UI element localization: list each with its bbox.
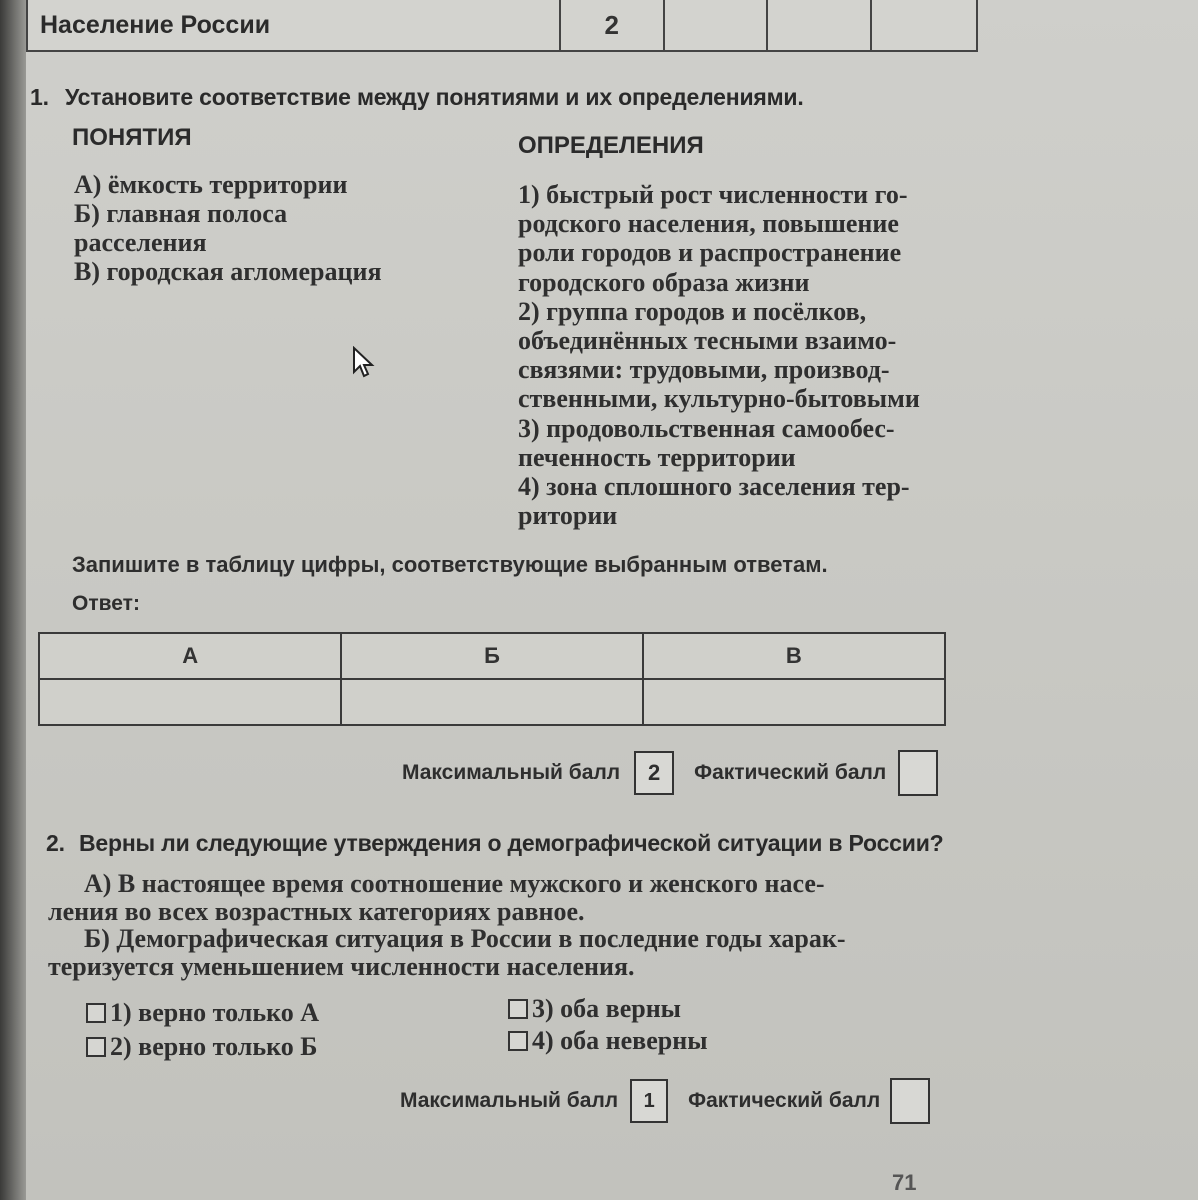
answer-cell-b[interactable]	[341, 679, 642, 725]
option-4[interactable]	[508, 1026, 708, 1056]
statement-line: А) В настоящее время соотношение мужского и женского насе-	[84, 869, 825, 898]
score-cell	[872, 0, 976, 50]
definition-line: ственными, культурно-бытовыми	[518, 384, 920, 414]
actual-score-box[interactable]	[890, 1078, 930, 1124]
score-cell	[768, 0, 872, 50]
answer-col-v-header: В	[643, 633, 945, 679]
statement-line: ления во всех возрастных категориях равное.	[48, 896, 585, 926]
max-score-box: 2	[634, 751, 674, 795]
section-score-table	[26, 0, 978, 52]
concept-line: расселения	[74, 228, 207, 257]
q2-score-row	[400, 1078, 930, 1124]
statement-line: Б) Демографическая ситуация в России в последние годы харак-	[84, 924, 846, 953]
question-1-title	[30, 84, 804, 111]
answer-label: Ответ:	[72, 592, 140, 615]
actual-score-label: Фактический балл	[688, 1089, 881, 1112]
option-label: 1) верно только А	[110, 998, 320, 1027]
max-score-box: 1	[630, 1079, 668, 1123]
section-max-score: 2	[561, 0, 665, 50]
answer-col-a-header: А	[39, 633, 341, 679]
definitions-list	[518, 180, 966, 530]
option-2[interactable]	[86, 1032, 317, 1062]
max-score-label: Максимальный балл	[400, 1089, 619, 1112]
concept-line: Б) главная полоса	[74, 199, 288, 228]
definition-line: роли городов и распространение	[518, 238, 902, 268]
option-label: 4) оба неверны	[532, 1026, 708, 1055]
checkbox[interactable]	[508, 999, 528, 1019]
concept-line: В) городская агломерация	[74, 257, 382, 286]
definition-line: 3) продовольственная самообес-	[518, 413, 895, 443]
question-text: Верны ли следующие утверждения о демографической ситуации в России?	[79, 830, 944, 856]
concept-line: А) ёмкость территории	[74, 170, 348, 199]
question-text: Установите соответствие между понятиями и их определениями.	[65, 84, 804, 110]
definition-line: городского образа жизни	[518, 267, 810, 297]
question-2-title	[46, 830, 944, 857]
answer-table	[38, 632, 946, 726]
definition-line: печенность территории	[518, 442, 796, 472]
definitions-header: ОПРЕДЕЛЕНИЯ	[518, 132, 704, 159]
actual-score-box[interactable]	[898, 750, 938, 796]
page-edge	[0, 0, 26, 1200]
option-label: 3) оба верны	[532, 994, 681, 1023]
concepts-list	[74, 170, 454, 286]
definition-line: 4) зона сплошного заселения тер-	[518, 472, 910, 502]
checkbox[interactable]	[86, 1037, 106, 1057]
definition-line: связями: трудовыми, производ-	[518, 355, 890, 385]
definition-line: родского населения, повышение	[518, 209, 899, 239]
definition-line: 2) группа городов и посёлков,	[518, 296, 867, 326]
question-number: 1.	[30, 84, 49, 110]
answer-cell-v[interactable]	[643, 679, 945, 725]
definition-line: 1) быстрый рост численности го-	[518, 180, 908, 209]
checkbox[interactable]	[508, 1031, 528, 1051]
checkbox[interactable]	[86, 1003, 106, 1023]
option-3[interactable]	[508, 994, 681, 1024]
question-number: 2.	[46, 830, 65, 856]
definition-line: объединённых тесными взаимо-	[518, 326, 897, 356]
q2-statements	[48, 870, 948, 980]
score-cell	[665, 0, 769, 50]
actual-score-label: Фактический балл	[694, 761, 887, 784]
q1-score-row	[402, 750, 938, 796]
section-name: Население России	[28, 0, 561, 50]
concepts-header: ПОНЯТИЯ	[72, 124, 192, 151]
definition-line: ритории	[518, 501, 618, 531]
answer-col-b-header: Б	[341, 633, 642, 679]
option-1[interactable]	[86, 998, 319, 1028]
answer-cell-a[interactable]	[39, 679, 341, 725]
option-label: 2) верно только Б	[110, 1032, 318, 1061]
answer-instruction: Запишите в таблицу цифры, соответствующие выбранным ответам.	[72, 552, 828, 577]
max-score-label: Максимальный балл	[402, 761, 621, 784]
statement-line: теризуется уменьшением численности населения.	[48, 951, 635, 981]
page-number: 71	[892, 1170, 917, 1195]
mouse-cursor-icon	[352, 346, 376, 380]
